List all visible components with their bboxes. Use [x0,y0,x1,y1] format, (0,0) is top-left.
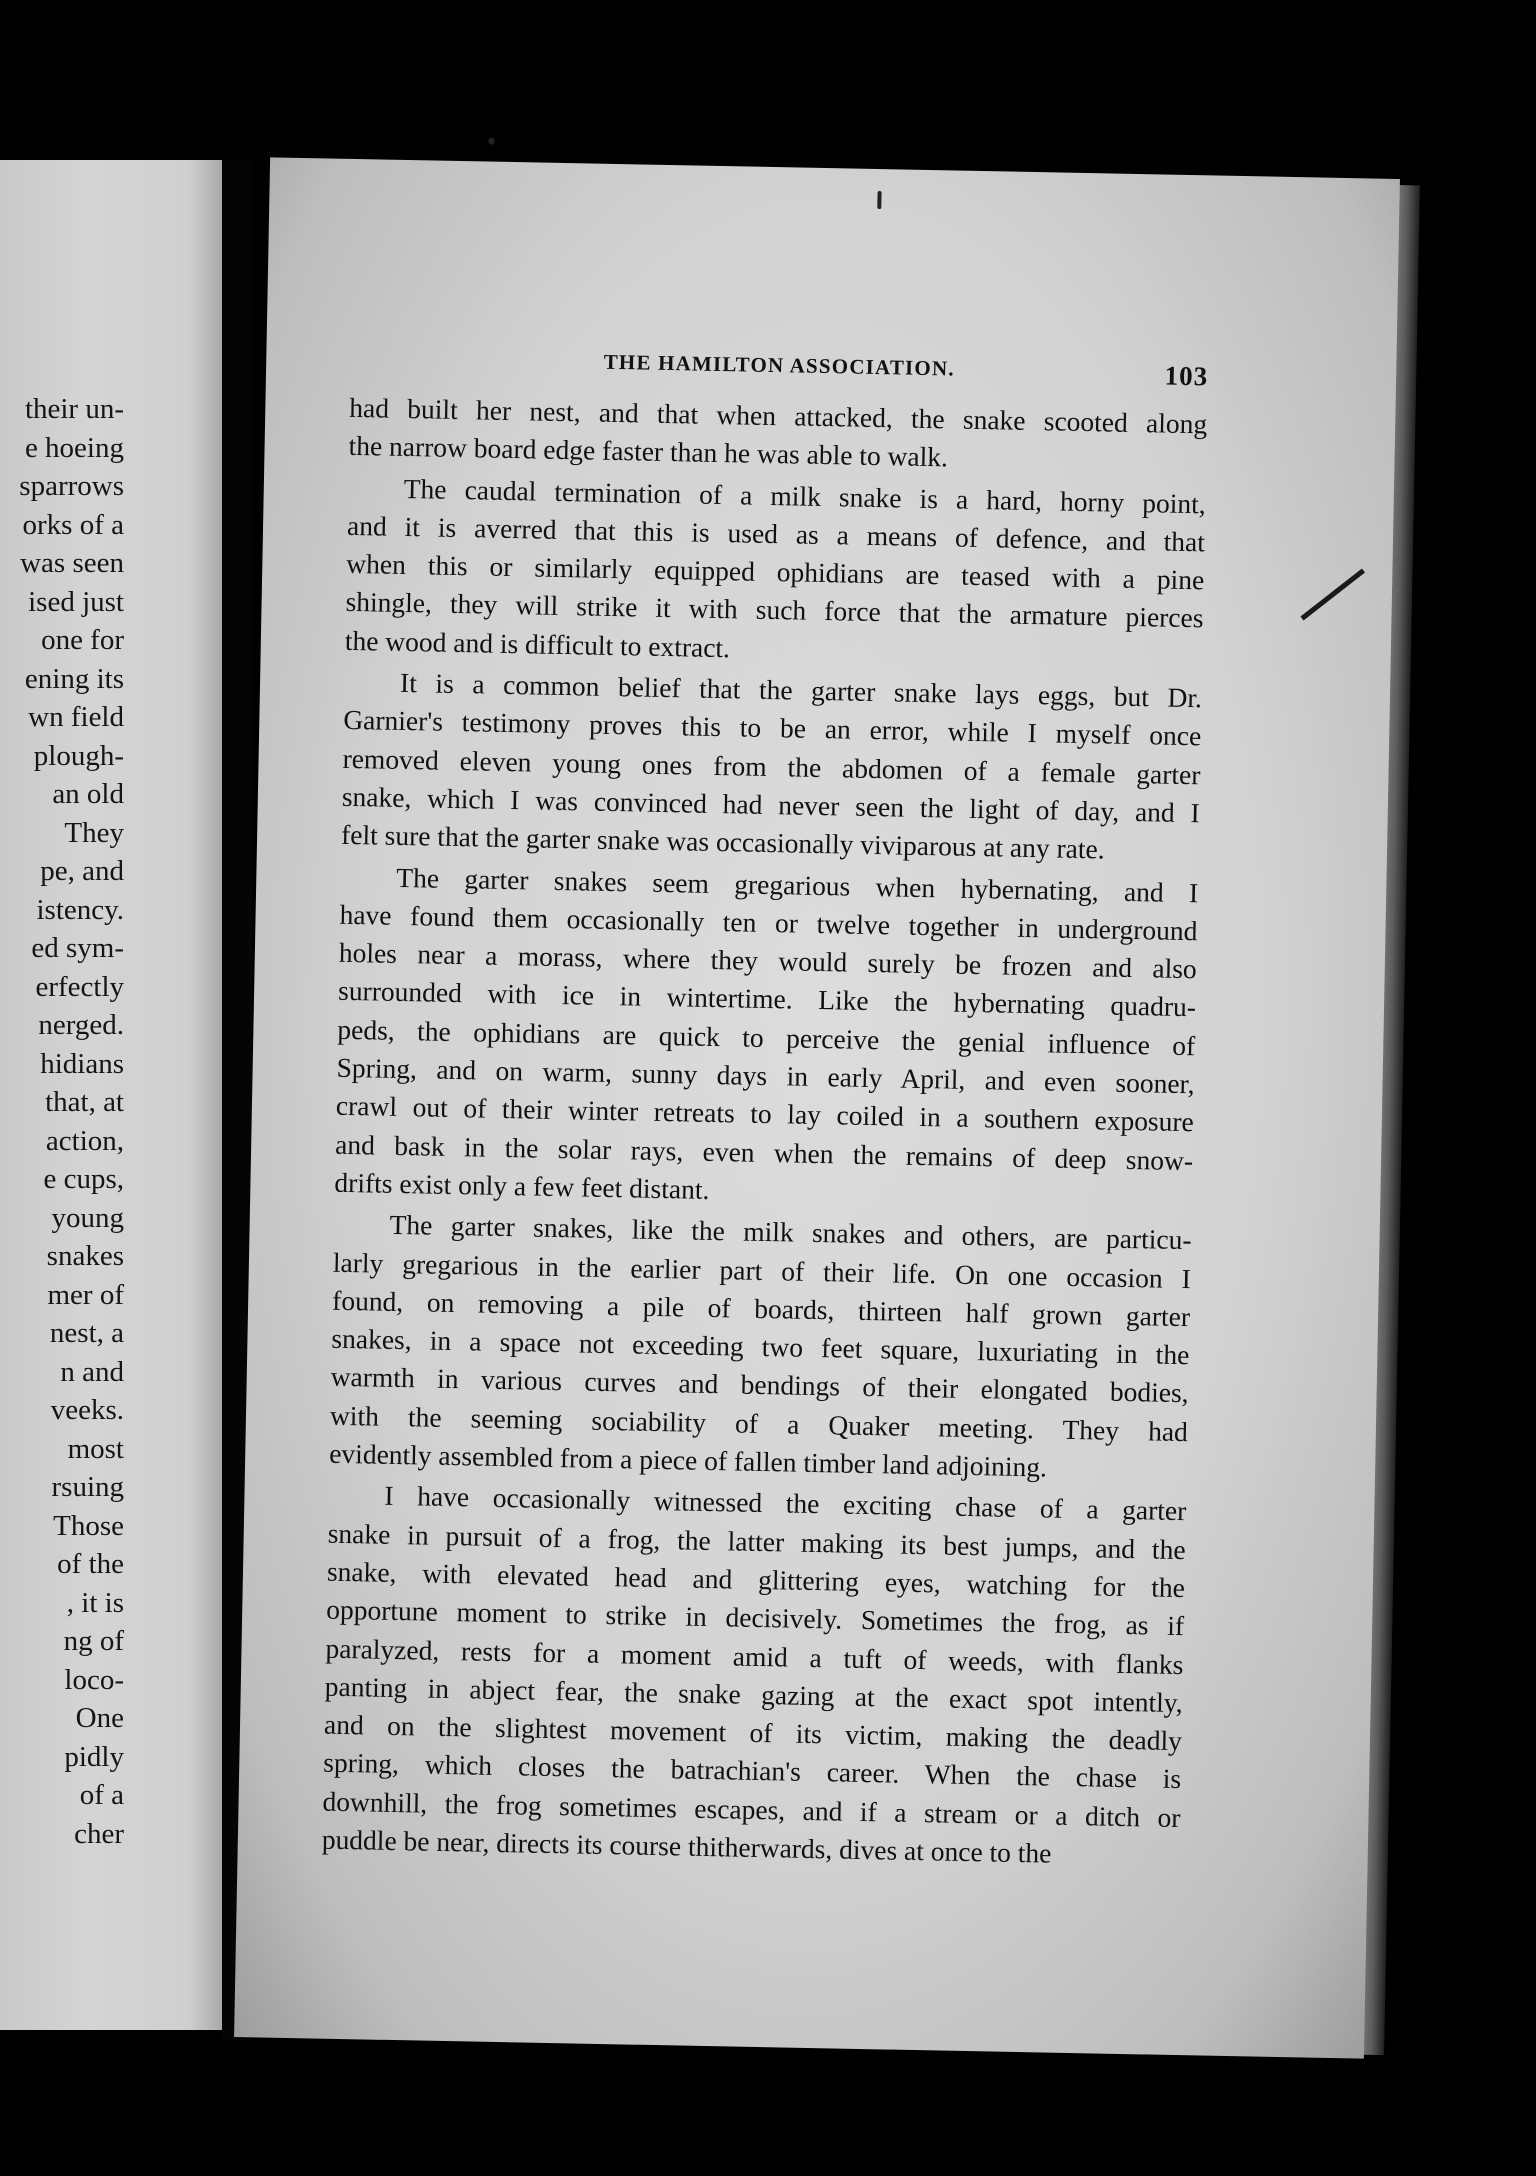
text-line: spring, which closes the batrachian's career. When the chase is [323,1747,1182,1795]
text-line: and bask in the solar rays, even when the remains of deep snow- [334,1128,1194,1176]
previous-page-line: most [67,1432,124,1465]
previous-page-line: was seen [20,547,124,579]
previous-page-line: They [64,816,124,849]
previous-page-line: pidly [64,1740,124,1773]
previous-page-line: their un- [24,393,124,425]
text-line: the narrow board edge faster than he was able to walk. [348,430,949,473]
paragraph [341,663,1203,871]
previous-page-line: an old [52,778,124,810]
previous-page-line: snakes [46,1240,124,1272]
previous-page-line: loco- [64,1663,124,1696]
text-line: surrounded with ice in wintertime. Like the hybernating quadru- [337,975,1197,1023]
body-text [321,389,1207,1875]
previous-page-line: ening its [24,662,124,695]
running-title: THE HAMILTON ASSOCIATION. [603,349,956,381]
text-line: snake, with elevated head and glittering eyes, watching for the [326,1555,1186,1604]
previous-page-text [0,390,124,1853]
text-line: felt sure that the garter snake was occasionally viviparous at any rate. [340,819,1105,865]
previous-page-line: veeks. [50,1394,124,1426]
text-line: when this or similarly equipped ophidians are teased with a pine [346,548,1205,596]
previous-page-fragment [0,160,222,2030]
paragraph [329,1205,1192,1490]
text-line: opportune moment to strike in decisively. Sometimes the frog, as if [325,1593,1185,1642]
text-line: The caudal termination of a milk snake is a hard, horny point, [403,472,1206,519]
previous-page-line: nest, a [49,1317,124,1349]
previous-page-line: Those [53,1509,124,1542]
page-number: 103 [1164,360,1209,392]
previous-page-line: of the [57,1548,124,1580]
text-line: crawl out of their winter retreats to lay coiled in a southern exposure [335,1090,1195,1138]
paragraph [345,468,1207,676]
ink-speck [488,138,494,145]
previous-page-line: sparrows [19,470,124,502]
text-line: downhill, the frog sometimes escapes, and if a stream or a ditch or [322,1785,1181,1833]
text-line: Spring, and on warm, sunny days in early April, and even sooner, [336,1051,1195,1100]
text-line: peds, the ophidians are quick to perceive the genial influence of [337,1013,1196,1061]
previous-page-line: plough- [33,739,124,772]
text-line: panting in abject fear, the snake gazing at the exact spot intently, [324,1670,1183,1718]
text-line: have found them occasionally ten or twelve together in underground [339,898,1198,947]
paragraph [321,1476,1186,1875]
text-line: removed eleven young ones from the abdomen of a female garter [342,742,1201,790]
previous-page-line: ised just [28,585,124,618]
previous-page-line: e cups, [43,1163,124,1195]
page-content [321,345,1208,1875]
text-line: drifts exist only a few feet distant. [334,1166,710,1205]
previous-page-line: pe, and [40,855,124,887]
previous-page-line: One [75,1702,124,1734]
text-line: It is a common belief that the garter snake lays eggs, but Dr. [399,666,1203,714]
text-line: paralyzed, rests for a moment amid a tuft of weeds, with flanks [325,1632,1184,1680]
previous-page-line: e hoeing [24,431,124,464]
text-line: shingle, they will strike it with such force that the armature pierces [345,586,1204,634]
text-line: with the seeming sociability of a Quaker meeting. They had [329,1399,1189,1447]
text-line: had built her nest, and that when attacked, the snake scooted along [349,391,1208,440]
previous-page-line: , it is [66,1586,124,1619]
text-line: I have occasionally witnessed the exciting chase of a garter [384,1480,1187,1527]
previous-page-line: cher [74,1817,124,1850]
text-line: snakes, in a space not exceeding two feet square, luxuriating in the [331,1322,1190,1371]
previous-page-line: orks of a [22,508,124,541]
text-line: The garter snakes seem gregarious when hybernating, and I [396,861,1199,908]
previous-page-line: nerged. [38,1009,124,1041]
ink-speck [877,191,881,209]
text-line: puddle be near, directs its course thitherwards, dives at once to the [321,1823,1052,1869]
previous-page-line: mer of [47,1278,124,1311]
text-line: the wood and is difficult to extract. [344,624,731,664]
previous-page-line: ng of [63,1625,124,1657]
paragraph [334,857,1198,1218]
previous-page-line: that, at [45,1086,124,1118]
previous-page-line: of a [79,1779,124,1811]
previous-page-line: young [51,1201,124,1234]
text-line: found, on removing a pile of boards, thirteen half grown garter [331,1284,1191,1333]
previous-page-line: istency. [36,893,124,926]
text-line: Garnier's testimony proves this to be an error, while I myself once [343,704,1202,752]
previous-page-line: rsuing [51,1471,124,1503]
previous-page-line: wn field [28,701,124,733]
text-line: snake in pursuit of a frog, the latter making its best jumps, and the [327,1517,1186,1565]
text-line: and it is averred that this is used as a means of defence, and that [346,509,1206,558]
previous-page-line: one for [41,624,124,656]
previous-page-line: ed sym- [31,932,124,964]
text-line: The garter snakes, like the milk snakes and others, are particu- [389,1209,1192,1256]
text-line: warmth in various curves and bendings of their elongated bodies, [330,1361,1189,1409]
previous-page-line: hidians [40,1047,124,1080]
text-line: holes near a morass, where they would surely be frozen and also [338,936,1198,985]
text-line: evidently assembled from a piece of fallen timber land adjoining. [328,1437,1048,1483]
book-page [234,157,1400,2058]
text-line: and on the slightest movement of its victim, making the deadly [323,1708,1183,1757]
previous-page-line: erfectly [35,970,124,1003]
text-line: snake, which I was convinced had never seen the light of day, and I [341,780,1201,829]
text-line: larly gregarious in the earlier part of their life. On one occasion I [332,1246,1192,1294]
previous-page-line: n and [60,1355,124,1388]
previous-page-line: action, [45,1124,124,1157]
